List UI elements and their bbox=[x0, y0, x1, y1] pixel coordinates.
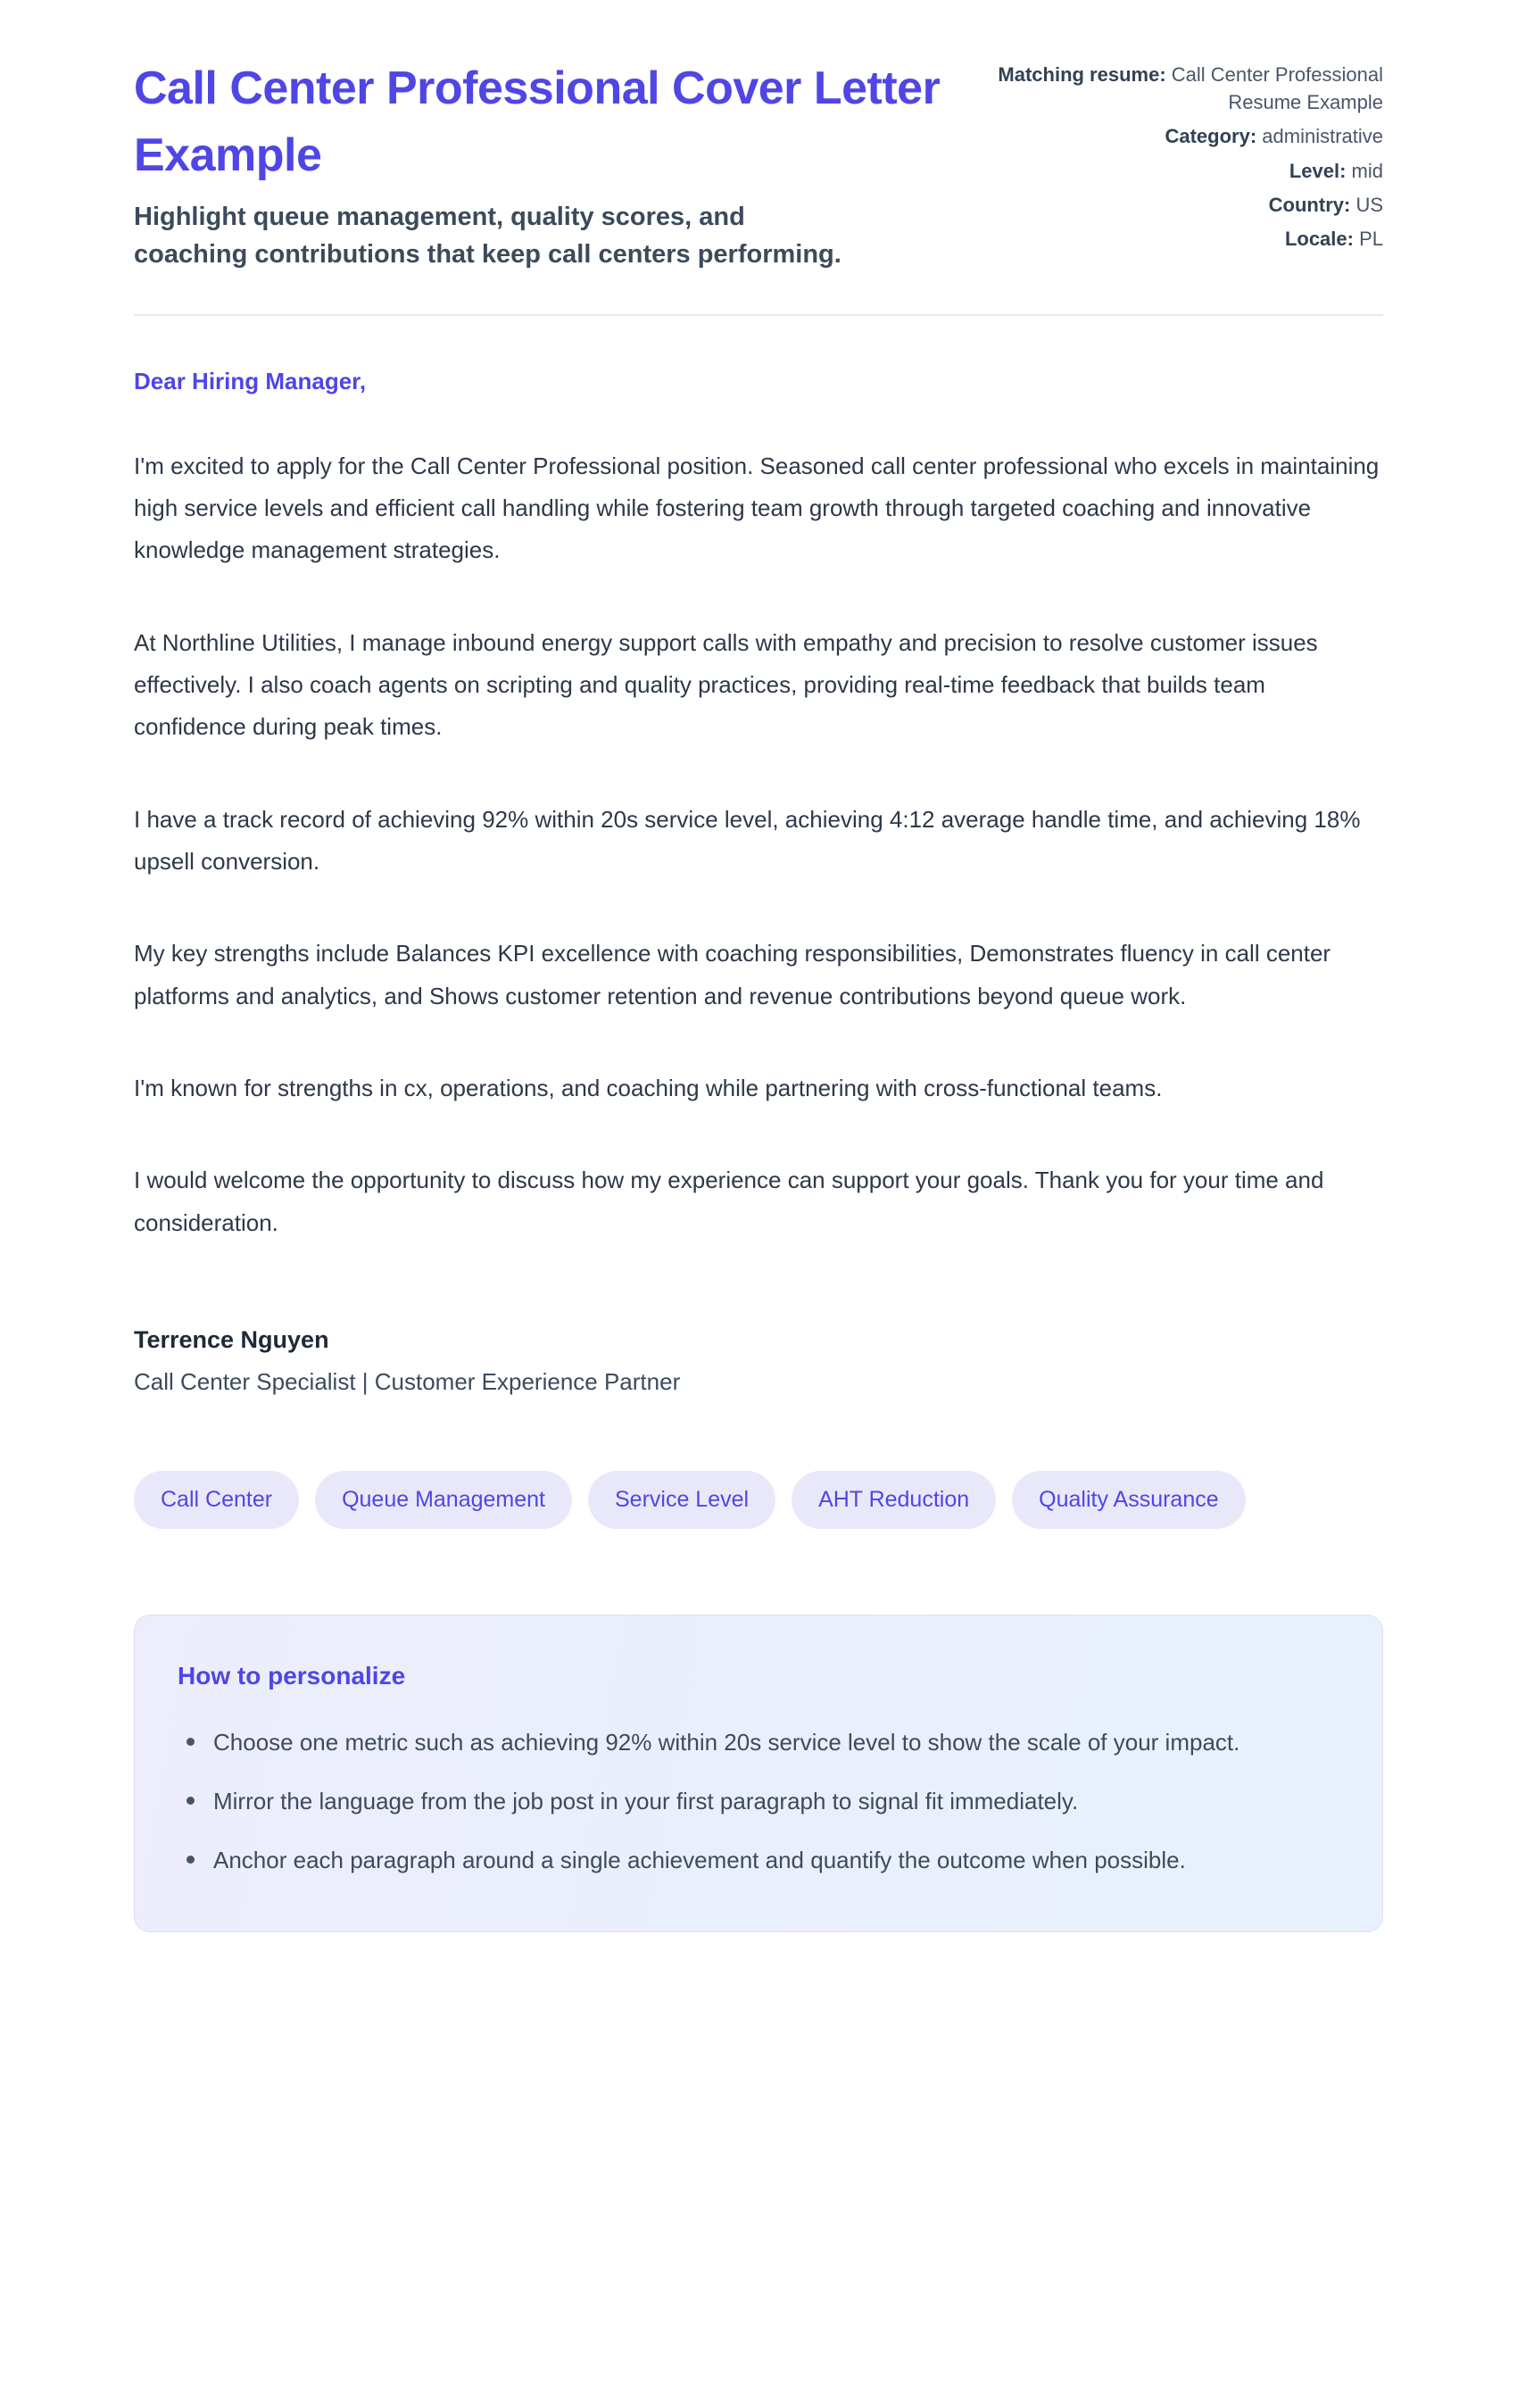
resume-meta-panel bbox=[991, 55, 1383, 259]
tag-call-center[interactable]: Call Center bbox=[134, 1471, 299, 1529]
tip-item-metric bbox=[178, 1721, 1302, 1764]
tag-quality-assurance[interactable]: Quality Assurance bbox=[1012, 1471, 1246, 1529]
tag-queue-management[interactable]: Queue Management bbox=[315, 1471, 572, 1529]
meta-locale bbox=[991, 225, 1383, 253]
meta-country bbox=[991, 191, 1383, 219]
tip-item-mirror-language bbox=[178, 1780, 1302, 1823]
tag-aht-reduction[interactable]: AHT Reduction bbox=[792, 1471, 996, 1529]
tips-heading: How to personalize bbox=[178, 1661, 406, 1690]
letter-paragraph-experience: At Northline Utilities, I manage inbound energy support calls with empathy and precision to resolve customer issues effectively. I also coach agents on scripting and quality practices, providing real-time feedback that builds team confidence during peak times. bbox=[134, 628, 1318, 741]
letter-paragraph-known-for: I'm known for strengths in cx, operations, and coaching while partnering with cross-functional teams. bbox=[134, 1074, 1163, 1101]
letter-paragraph-closing: I would welcome the opportunity to discuss how my experience can support your goals. Thank you for your time and consideration. bbox=[134, 1167, 1324, 1236]
skill-tags bbox=[134, 1471, 1383, 1529]
tip-item-metric-text: Choose one metric such as achieving 92% within 20s service level to show the scale of your impact. bbox=[213, 1728, 1240, 1756]
meta-level bbox=[991, 157, 1383, 185]
meta-country-value: US bbox=[1355, 193, 1383, 216]
tip-item-anchor-achievement-text: Anchor each paragraph around a single achievement and quantify the outcome when possible. bbox=[213, 1847, 1186, 1874]
page-header bbox=[134, 55, 1383, 273]
meta-matching-resume bbox=[991, 61, 1383, 116]
meta-level-label: Level: bbox=[1289, 159, 1352, 182]
meta-matching-resume-label: Matching resume: bbox=[998, 63, 1172, 86]
tag-service-level[interactable]: Service Level bbox=[588, 1471, 775, 1529]
signature-name: Terrence Nguyen bbox=[134, 1325, 329, 1353]
meta-category bbox=[991, 122, 1383, 150]
letter-salutation: Dear Hiring Manager, bbox=[134, 367, 367, 394]
meta-category-value: administrative bbox=[1262, 125, 1383, 148]
header-title-block bbox=[134, 55, 991, 273]
letter-body bbox=[134, 368, 1383, 1932]
letter-paragraph-strengths: My key strengths include Balances KPI excellence with coaching responsibilities, Demonstrates fluency in call center platforms and analytics, and Shows customer retention and revenue contributions beyond queue work. bbox=[134, 940, 1331, 1009]
meta-level-value: mid bbox=[1351, 159, 1383, 182]
signature-role: Call Center Specialist | Customer Experience Partner bbox=[134, 1367, 681, 1395]
meta-category-label: Category: bbox=[1165, 125, 1263, 148]
tip-item-mirror-language-text: Mirror the language from the job post in your first paragraph to signal fit immediately. bbox=[213, 1788, 1079, 1814]
letter-paragraph-intro: I'm excited to apply for the Call Center Professional position. Seasoned call center professional who excels in maintaining high service levels and efficient call handling while fostering team growth through targeted coaching and innovative knowledge management strategies. bbox=[134, 452, 1380, 564]
meta-locale-value: PL bbox=[1359, 228, 1383, 251]
meta-matching-resume-value: Call Center Professional Resume Example bbox=[1171, 63, 1383, 114]
meta-country-label: Country: bbox=[1268, 193, 1356, 216]
header-divider bbox=[134, 314, 1383, 316]
letter-paragraph-metrics: I have a track record of achieving 92% within 20s service level, achieving 4:12 average handle time, and achieving 18% upsell conversion. bbox=[134, 805, 1361, 876]
page-title: Call Center Professional Cover Letter Example bbox=[134, 62, 941, 181]
tip-item-anchor-achievement bbox=[178, 1839, 1302, 1881]
tips-list bbox=[178, 1721, 1339, 1881]
how-to-personalize-box bbox=[134, 1615, 1383, 1932]
meta-locale-label: Locale: bbox=[1284, 228, 1360, 251]
page-subtitle: Highlight queue management, quality scores, and coaching contributions that keep call centers performing. bbox=[134, 202, 841, 269]
